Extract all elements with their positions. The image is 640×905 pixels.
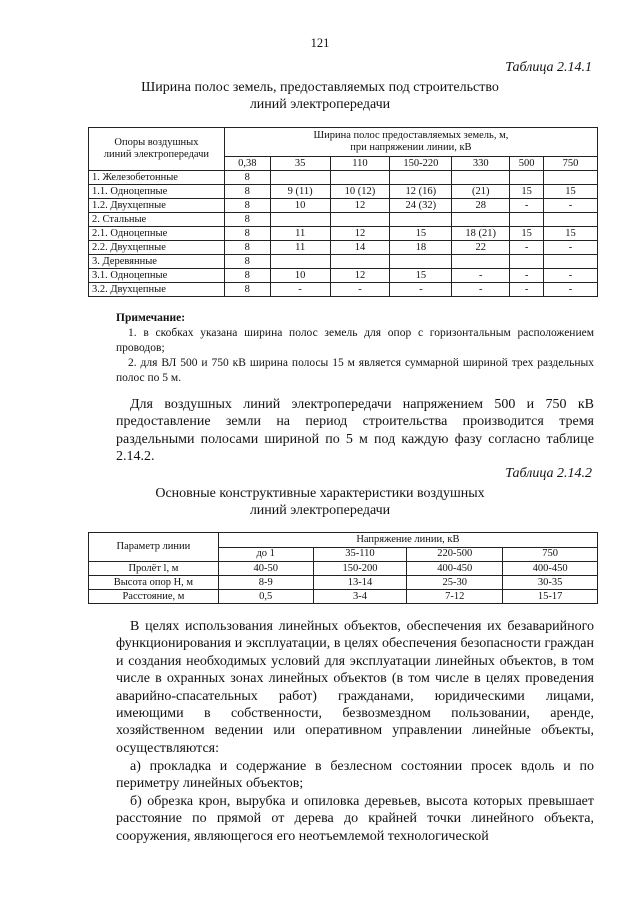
table-cell: 12 <box>330 227 390 241</box>
table-cell <box>510 213 544 227</box>
table-cell: - <box>452 269 510 283</box>
table-cell: 18 <box>390 241 452 255</box>
table-cell: - <box>544 199 598 213</box>
table-cell <box>330 171 390 185</box>
paragraph-500-750: Для воздушных линий электропередачи напряжением 500 и 750 кВ предоставление земли на период строительства производится тремя раздельными полосами шириной по 5 м под каждую фазу согласно таблице 2.14.2. <box>116 397 594 465</box>
table-row <box>89 269 598 283</box>
table-cell: 24 (32) <box>390 199 452 213</box>
table-cell: 18 (21) <box>452 227 510 241</box>
table-cell <box>330 255 390 269</box>
table-cell <box>544 255 598 269</box>
table-cell <box>270 171 330 185</box>
table-cell <box>390 171 452 185</box>
table-cell: 8 <box>224 171 270 185</box>
table1-label: Таблица 2.14.1 <box>505 60 592 75</box>
note-item-2: 2. для ВЛ 500 и 750 кВ ширина полосы 15 м является суммарной шириной трех раздельных полос по 5 м. <box>116 357 594 384</box>
table-cell: 15 <box>544 227 598 241</box>
table2-label: Таблица 2.14.2 <box>505 466 592 481</box>
table-cell <box>544 213 598 227</box>
table-cell: 28 <box>452 199 510 213</box>
table-cell: 8 <box>224 227 270 241</box>
table-row <box>89 590 598 604</box>
table2-title-line1: Основные конструктивные характеристики воздушных <box>155 486 485 501</box>
table-cell: 15 <box>510 227 544 241</box>
table-cell <box>390 255 452 269</box>
table2-voltage-header: 750 <box>503 547 598 562</box>
table2-voltage-header: 35-110 <box>313 547 407 562</box>
table1-title <box>0 79 640 113</box>
table-cell: - <box>510 269 544 283</box>
table-cell: 8 <box>224 255 270 269</box>
table-cell <box>510 171 544 185</box>
row-label: 2. Стальные <box>89 213 225 227</box>
table-cell: 15 <box>390 269 452 283</box>
table-cell: 12 <box>330 269 390 283</box>
table-cell: - <box>390 283 452 297</box>
row-label: Расстояние, м <box>89 590 219 604</box>
row-label: 3.1. Одноцепные <box>89 269 225 283</box>
table-cell: 400-450 <box>503 562 598 576</box>
table2-header-left: Параметр линии <box>89 533 219 562</box>
table-cell: - <box>452 283 510 297</box>
table-cell <box>452 255 510 269</box>
table-cell: 400-450 <box>407 562 503 576</box>
table-cell: 10 <box>270 199 330 213</box>
notes-heading: Примечание: <box>116 312 186 324</box>
table1-voltage-header: 110 <box>330 157 390 171</box>
page-number: 121 <box>310 36 330 50</box>
table-cell <box>452 171 510 185</box>
table1-header-group-line1: Ширина полос предоставляемых земель, м, <box>313 130 509 141</box>
table-cell: 8 <box>224 185 270 199</box>
table1-voltage-header: 0,38 <box>224 157 270 171</box>
table-cell <box>270 213 330 227</box>
table-row <box>89 227 598 241</box>
table-cell: 8 <box>224 283 270 297</box>
table-cell: 9 (11) <box>270 185 330 199</box>
table-cell: 12 (16) <box>390 185 452 199</box>
table-cell: - <box>270 283 330 297</box>
table-cell: - <box>510 241 544 255</box>
table-cell: - <box>544 283 598 297</box>
table1-title-line2: линий электропередачи <box>249 97 391 112</box>
table-cell <box>452 213 510 227</box>
table-cell: - <box>544 241 598 255</box>
table2-title <box>0 485 640 519</box>
table1-body <box>89 128 598 297</box>
table-cell <box>270 255 330 269</box>
table-cell: 10 (12) <box>330 185 390 199</box>
table-cell: - <box>330 283 390 297</box>
table-row <box>89 255 598 269</box>
table2-body <box>89 533 598 604</box>
table-cell: - <box>510 199 544 213</box>
table-cell: 10 <box>270 269 330 283</box>
table-cell <box>544 171 598 185</box>
table-cell: 8-9 <box>218 576 313 590</box>
table-cell <box>390 213 452 227</box>
table2-voltage-header: 220-500 <box>407 547 503 562</box>
table2-voltage-header: до 1 <box>218 547 313 562</box>
row-label: 2.2. Двухцепные <box>89 241 225 255</box>
table-cell: 15-17 <box>503 590 598 604</box>
row-label: 3. Деревянные <box>89 255 225 269</box>
table-cell: (21) <box>452 185 510 199</box>
table-cell: 8 <box>224 213 270 227</box>
row-label: Пролёт l, м <box>89 562 219 576</box>
table-cell: - <box>544 269 598 283</box>
table-cell: 15 <box>390 227 452 241</box>
table1-voltage-header: 500 <box>510 157 544 171</box>
table-row <box>89 171 598 185</box>
table-cell: 30-35 <box>503 576 598 590</box>
row-label: 2.1. Одноцепные <box>89 227 225 241</box>
table-row <box>89 283 598 297</box>
table1-header-group-line2: при напряжении линии, кВ <box>350 142 472 153</box>
table-cell: 11 <box>270 241 330 255</box>
table-cell: 8 <box>224 241 270 255</box>
table-cell: 150-200 <box>313 562 407 576</box>
table-row <box>89 185 598 199</box>
table-cell: 15 <box>544 185 598 199</box>
table-cell <box>330 213 390 227</box>
table1-header-left-line1: Опоры воздушных <box>114 137 199 148</box>
table-cell: 11 <box>270 227 330 241</box>
table-cell: 13-14 <box>313 576 407 590</box>
table-cell: 8 <box>224 199 270 213</box>
table1-voltage-header: 330 <box>452 157 510 171</box>
table-row <box>89 576 598 590</box>
table1-voltage-header: 750 <box>544 157 598 171</box>
row-label: 1.2. Двухцепные <box>89 199 225 213</box>
table2-header-group: Напряжение линии, кВ <box>218 533 597 548</box>
paragraph-purposes: В целях использования линейных объектов, обеспечения их безаварийного функционирования и эксплуатации, в целях обеспечения безопасности граждан и создания необходимых условий для эксплуатации линейных объектов, в том числе в охранных зонах линейных объектов (в том числе в целях проведения аварийно-спасательных работ) гражданами, юридическими лицами, имеющими в собственности, безвозмездном пользовании, аренде, хозяйственном ведении или оперативном управлении линейные объекты, осуществляются: <box>116 619 594 756</box>
table-cell: 3-4 <box>313 590 407 604</box>
table-row <box>89 213 598 227</box>
table-cell: 15 <box>510 185 544 199</box>
row-label: 3.2. Двухцепные <box>89 283 225 297</box>
table-cell: 7-12 <box>407 590 503 604</box>
table1-notes <box>116 311 594 386</box>
line-characteristics-table <box>88 532 598 604</box>
table-cell: 12 <box>330 199 390 213</box>
table-cell: 40-50 <box>218 562 313 576</box>
table-cell <box>510 255 544 269</box>
note-item-1: 1. в скобках указана ширина полос земель для опор с горизонтальным расположением проводов; <box>116 327 594 354</box>
table1-header-left-line2: линий электропередачи <box>103 149 210 160</box>
table-cell: - <box>510 283 544 297</box>
item-a: а) прокладка и содержание в безлесном состоянии просек вдоль и по периметру линейных объектов; <box>116 759 594 792</box>
row-label: 1.1. Одноцепные <box>89 185 225 199</box>
table-cell: 14 <box>330 241 390 255</box>
item-b: б) обрезка крон, вырубка и опиловка деревьев, высота которых превышает расстояние по прямой от дерева до крайней точки линейного объекта, сооружения, являющегося его неотъемлемой технологической <box>116 794 594 844</box>
table2-title-line2: линий электропередачи <box>249 503 391 518</box>
table-row <box>89 241 598 255</box>
table1-voltage-header: 35 <box>270 157 330 171</box>
table-cell: 8 <box>224 269 270 283</box>
table-cell: 25-30 <box>407 576 503 590</box>
table1-voltage-header: 150-220 <box>390 157 452 171</box>
table1-title-line1: Ширина полос земель, предоставляемых под строительство <box>141 80 499 95</box>
table1-header-group <box>224 128 597 157</box>
row-label: 1. Железобетонные <box>89 171 225 185</box>
row-label: Высота опор H, м <box>89 576 219 590</box>
table1-header-left <box>89 128 225 171</box>
table-cell: 0,5 <box>218 590 313 604</box>
table-row <box>89 562 598 576</box>
land-width-table <box>88 127 598 297</box>
table-row <box>89 199 598 213</box>
table-cell: 22 <box>452 241 510 255</box>
